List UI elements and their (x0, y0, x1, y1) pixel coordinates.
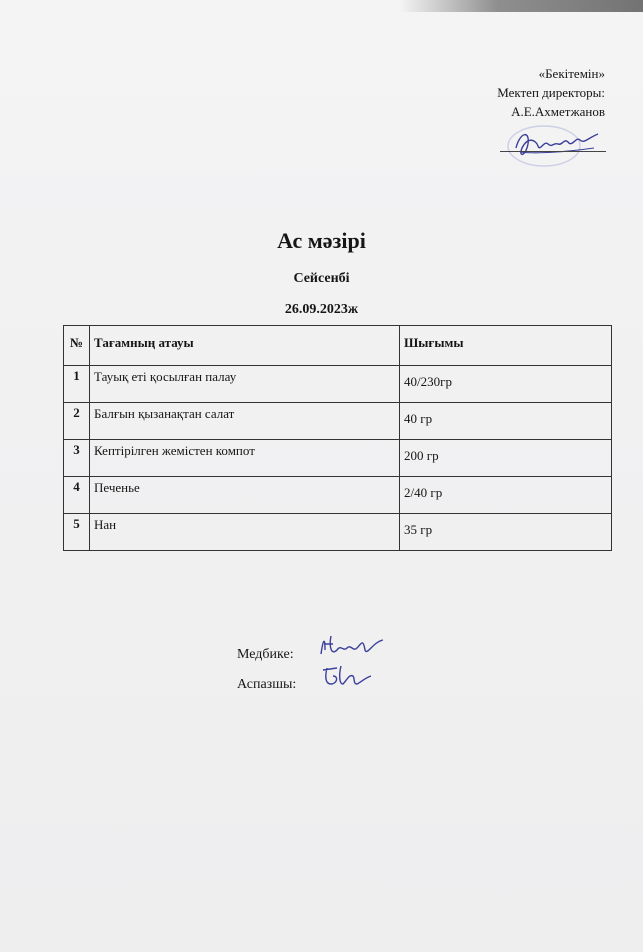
menu-table (63, 325, 612, 551)
row-number: 5 (64, 514, 90, 551)
cook-signature-row (237, 670, 296, 700)
column-header-dish: Тағамның атауы (90, 326, 400, 366)
row-number: 1 (64, 366, 90, 403)
day-of-week: Сейсенбі (293, 271, 350, 286)
dish-name: Нан (90, 514, 400, 551)
table-row (64, 440, 612, 477)
dish-name: Тауық еті қосылған палау (90, 366, 400, 403)
dish-yield: 2/40 гр (400, 477, 612, 514)
menu-date: 26.09.2023ж (284, 302, 359, 317)
dish-yield: 35 гр (400, 514, 612, 551)
dish-yield: 40 гр (400, 403, 612, 440)
page-title: Ас мәзірі (277, 228, 366, 253)
row-number: 2 (64, 403, 90, 440)
signature-block (237, 640, 296, 700)
approval-name: А.Е.Ахметжанов (511, 104, 605, 119)
approval-block (497, 64, 605, 121)
director-signature-line (500, 151, 606, 152)
dish-name: Печенье (90, 477, 400, 514)
photo-edge-shadow (400, 0, 643, 12)
cook-label: Аспазшы: (237, 677, 297, 692)
table-row (64, 514, 612, 551)
table-row (64, 403, 612, 440)
dish-name: Балғын қызанақтан салат (90, 403, 400, 440)
approval-heading: «Бекітемін» (538, 66, 605, 81)
dish-name: Кептірілген жемістен компот (90, 440, 400, 477)
table-row (64, 366, 612, 403)
dish-yield: 40/230гр (400, 366, 612, 403)
dish-yield: 200 гр (400, 440, 612, 477)
nurse-signature-icon (317, 632, 387, 662)
cook-signature-icon (317, 662, 377, 692)
nurse-signature-row (237, 640, 296, 670)
column-header-yield: Шығымы (400, 326, 612, 366)
nurse-label: Медбике: (237, 647, 294, 662)
row-number: 4 (64, 477, 90, 514)
table-row (64, 477, 612, 514)
row-number: 3 (64, 440, 90, 477)
table-header-row (64, 326, 612, 366)
approval-position: Мектеп директоры: (497, 85, 605, 100)
column-header-number: № (64, 326, 90, 366)
director-signature-icon (506, 122, 606, 168)
